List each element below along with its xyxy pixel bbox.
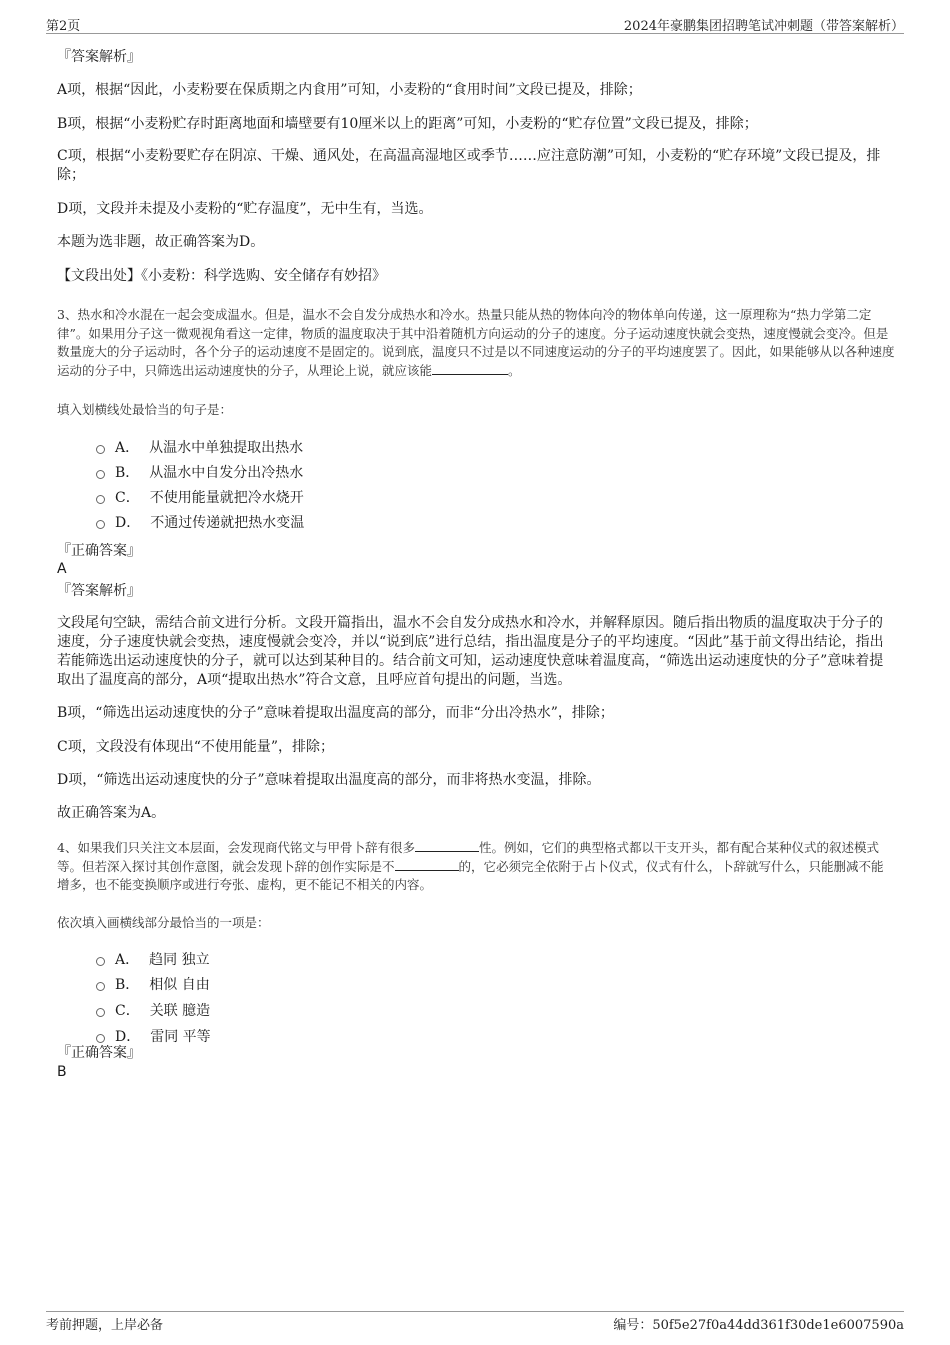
question-3-text: 3、热水和冷水混在一起会变成温水。但是，温水不会自发分成热水和冷水。热量只能从热的物体向冷的物体单向传递，这一原理称为“热力学第二定律”。如果用分子这一微观视角看这一定律，物质的温度取决于其中沿着随机方向运动的分子的速度。分子运动速度快就会变热，速度慢就会变冷。但是数量庞大的分子运动时，各个分子的运动速度不是固定的。说到底，温度只不过是以不同速度运动的分子的平均速度罢了。因此，如果能够从以各种速度运动的分子中，只筛选出运动速度快的分子，从理论上说，就应该能 [57,307,895,378]
analysis-paragraph: D项，“筛选出运动速度快的分子”意味着提取出温度高的部分，而非将热水变温，排除。 [57,772,601,788]
analysis-label: 『答案解析』 [57,49,141,65]
option-text: 从温水中单独提取出热水 [149,440,304,456]
option-b[interactable] [96,973,210,995]
option-text: 趋同 独立 [149,952,210,968]
radio-button[interactable] [96,1008,105,1017]
option-letter: A． [115,440,140,456]
option-text: 不通过传递就把热水变温 [150,515,305,531]
option-letter: B． [115,465,140,481]
analysis-label: 『答案解析』 [57,583,141,599]
analysis-paragraph: 文段尾句空缺，需结合前文进行分析。文段开篇指出，温水不会自发分成热水和冷水，并解释原因。随后指出物质的温度取决于分子的速度，分子速度快就会变热，速度慢就会变冷，并以“说到底”进行总结，指出温度是分子的平均速度。“因此”基于前文得出结论，指出若能筛选出运动速度快的分子，就可以达到某种目的。结合前文可知，运动速度快意味着温度高，“筛选出运动速度快的分子”意味着提取出了温度高的部分，A项“提取出热水”符合文意，且呼应首句提出的问题，当选。 [57,615,884,688]
radio-button[interactable] [96,982,105,991]
page-number: 第2页 [46,19,81,34]
document-title: 2024年豪鹏集团招聘笔试冲刺题（带答案解析） [623,19,904,34]
answer-blank [395,858,459,871]
analysis-conclusion: 故正确答案为A。 [57,805,166,821]
option-b[interactable] [96,461,303,483]
analysis-conclusion: 本题为选非题，故正确答案为D。 [57,234,265,250]
question-3-prompt: 填入划横线处最恰当的句子是： [57,402,233,417]
option-text: 不使用能量就把冷水烧开 [149,490,304,506]
radio-button[interactable] [96,957,105,966]
option-letter: C． [115,1003,140,1019]
option-text: 雷同 平等 [150,1029,211,1045]
analysis-paragraph: C项，文段没有体现出“不使用能量”，排除； [57,739,335,755]
document-id: 编号：50f5e27f0a44dd361f30de1e6007590a [613,1318,904,1333]
analysis-paragraph: A项，根据“因此，小麦粉要在保质期之内食用”可知，小麦粉的“食用时间”文段已提及，排除； [57,82,642,98]
analysis-paragraph: D项，文段并未提及小麦粉的“贮存温度”，无中生有，当选。 [57,201,433,217]
answer-blank [432,362,508,375]
radio-button[interactable] [96,520,105,529]
footer-slogan: 考前押题，上岸必备 [46,1318,164,1333]
radio-button[interactable] [96,445,105,454]
option-text: 从温水中自发分出冷热水 [149,465,304,481]
source-citation: 【文段出处】《小麦粉：科学选购、安全储存有妙招》 [57,268,386,284]
question-3-stem [57,306,895,380]
option-letter: A． [115,952,140,968]
option-a[interactable] [96,948,210,970]
answer-blank [415,839,479,852]
option-letter: D． [115,1029,141,1045]
question-4-stem [57,839,895,895]
option-d[interactable] [96,511,304,533]
question-4-prompt: 依次填入画横线部分最恰当的一项是： [57,915,270,930]
option-letter: C． [115,490,140,506]
correct-answer-label: 『正确答案』 [57,1045,141,1061]
header-rule [46,33,904,34]
radio-button[interactable] [96,470,105,479]
question-3-end: 。 [508,362,521,378]
analysis-paragraph: B项，根据“小麦粉贮存时距离地面和墙壁要有10厘米以上的距离”可知，小麦粉的“贮存位置”文段已提及，排除； [57,116,758,132]
correct-answer-value: B [57,1064,67,1080]
analysis-paragraph: B项，“筛选出运动速度快的分子”意味着提取出温度高的部分，而非“分出冷热水”，排除； [57,705,614,721]
option-letter: D． [115,515,141,531]
option-text: 相似 自由 [149,977,210,993]
correct-answer-value: A [57,561,67,577]
radio-button[interactable] [96,1034,105,1043]
analysis-paragraph: C项，根据“小麦粉要贮存在阴凉、干燥、通风处，在高温高湿地区或季节……应注意防潮”可知，小麦粉的“贮存环境”文段已提及，排除； [57,148,881,183]
correct-answer-label: 『正确答案』 [57,543,141,559]
question-4-text: 性。例如，它们的典型格式都以干支开头，都有配合某种仪式的叙述模式等。但若深入探讨其创作意图，就会发现卜辞的创作实际是不 [57,840,879,874]
option-a[interactable] [96,436,303,458]
option-letter: B． [115,977,140,993]
option-text: 关联 臆造 [149,1003,211,1019]
question-4-text: 4、如果我们只关注文本层面，会发现商代铭文与甲骨卜辞有很多 [57,840,415,855]
radio-button[interactable] [96,495,105,504]
footer-rule [46,1311,904,1312]
option-c[interactable] [96,999,210,1021]
option-c[interactable] [96,486,304,508]
question-4-text: 的，它必须完全依附于占卜仪式，仪式有什么，卜辞就写什么，只能删减不能增多，也不能变换顺序或进行夸张、虚构，更不能记不相关的内容。 [57,858,884,892]
